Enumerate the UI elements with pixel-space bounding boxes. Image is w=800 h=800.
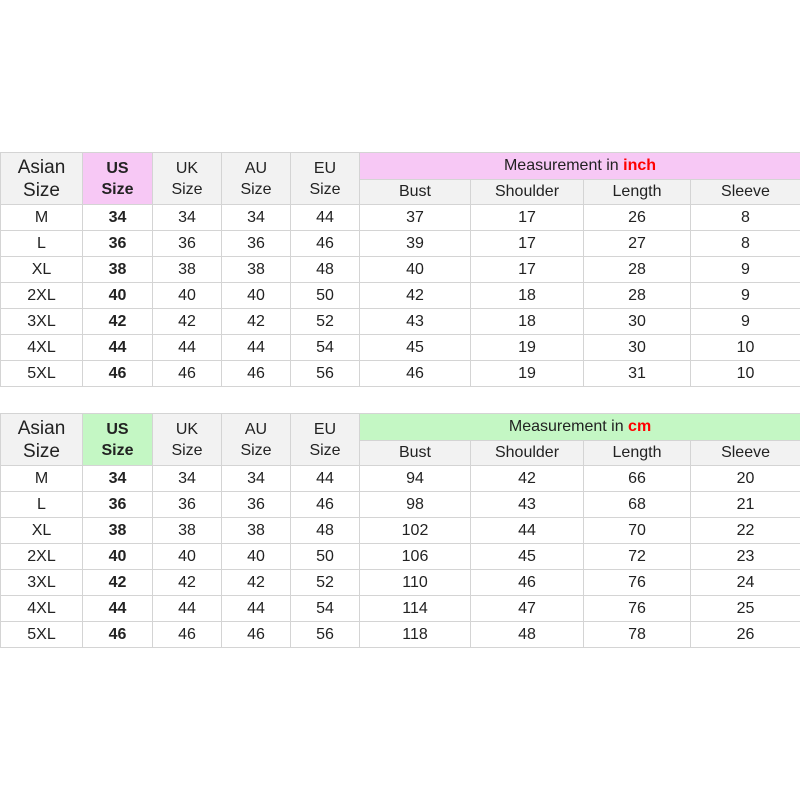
eu-size-cell: 50 [291, 283, 360, 309]
length-cell: 27 [584, 231, 691, 257]
uk-size-header: UK Size [153, 414, 222, 466]
length-cell: 72 [584, 544, 691, 570]
shoulder-cell: 47 [471, 596, 584, 622]
eu-size-cell: 46 [291, 492, 360, 518]
measurement-unit: inch [623, 157, 657, 174]
length-cell: 31 [584, 361, 691, 387]
eu-size-cell: 50 [291, 544, 360, 570]
eu-size-cell: 48 [291, 257, 360, 283]
sleeve-cell: 8 [691, 205, 800, 231]
shoulder-cell: 17 [471, 257, 584, 283]
shoulder-cell: 43 [471, 492, 584, 518]
au-size-cell: 42 [222, 570, 291, 596]
sleeve-cell: 21 [691, 492, 800, 518]
length-cell: 28 [584, 257, 691, 283]
sleeve-cell: 24 [691, 570, 800, 596]
length-header: Length [584, 441, 691, 466]
table-row [1, 466, 800, 492]
bust-header: Bust [360, 441, 471, 466]
sleeve-cell: 26 [691, 622, 800, 648]
uk-size-cell: 44 [153, 596, 222, 622]
length-cell: 30 [584, 309, 691, 335]
sleeve-header: Sleeve [691, 441, 800, 466]
au-size-cell: 38 [222, 257, 291, 283]
us-size-cell: 44 [83, 596, 153, 622]
bust-cell: 43 [360, 309, 471, 335]
asian-size-cell: 3XL [1, 309, 83, 335]
bust-cell: 94 [360, 466, 471, 492]
bust-cell: 110 [360, 570, 471, 596]
shoulder-cell: 48 [471, 622, 584, 648]
uk-size-cell: 38 [153, 257, 222, 283]
table-row [1, 518, 800, 544]
us-size-cell: 44 [83, 335, 153, 361]
asian-size-cell: 4XL [1, 596, 83, 622]
size-chart-inch [0, 152, 800, 387]
asian-size-cell: M [1, 205, 83, 231]
sleeve-cell: 8 [691, 231, 800, 257]
sleeve-cell: 9 [691, 309, 800, 335]
bust-cell: 98 [360, 492, 471, 518]
asian-size-cell: 2XL [1, 544, 83, 570]
sleeve-cell: 22 [691, 518, 800, 544]
shoulder-cell: 18 [471, 283, 584, 309]
us-size-header: US Size [83, 153, 153, 205]
table-row [1, 231, 800, 257]
us-size-cell: 34 [83, 205, 153, 231]
length-cell: 28 [584, 283, 691, 309]
eu-size-cell: 46 [291, 231, 360, 257]
size-rows [1, 466, 800, 648]
uk-size-cell: 36 [153, 231, 222, 257]
uk-size-cell: 38 [153, 518, 222, 544]
asian-size-header: Asian Size [1, 153, 83, 205]
bust-cell: 102 [360, 518, 471, 544]
bust-cell: 40 [360, 257, 471, 283]
eu-size-cell: 48 [291, 518, 360, 544]
uk-size-cell: 40 [153, 283, 222, 309]
size-rows [1, 205, 800, 387]
sleeve-cell: 9 [691, 257, 800, 283]
sleeve-cell: 25 [691, 596, 800, 622]
uk-size-cell: 46 [153, 361, 222, 387]
table-row [1, 257, 800, 283]
asian-size-cell: XL [1, 257, 83, 283]
us-size-cell: 36 [83, 231, 153, 257]
au-size-cell: 36 [222, 492, 291, 518]
sleeve-cell: 9 [691, 283, 800, 309]
shoulder-header: Shoulder [471, 441, 584, 466]
table-row [1, 622, 800, 648]
bust-header: Bust [360, 180, 471, 205]
us-size-cell: 38 [83, 257, 153, 283]
measurement-title: Measurement in cm [360, 414, 800, 441]
shoulder-cell: 46 [471, 570, 584, 596]
length-cell: 76 [584, 596, 691, 622]
measurement-title: Measurement in inch [360, 153, 800, 180]
au-size-cell: 38 [222, 518, 291, 544]
uk-size-cell: 46 [153, 622, 222, 648]
us-size-cell: 46 [83, 361, 153, 387]
table-row [1, 570, 800, 596]
shoulder-cell: 19 [471, 335, 584, 361]
shoulder-cell: 42 [471, 466, 584, 492]
asian-size-cell: M [1, 466, 83, 492]
length-cell: 66 [584, 466, 691, 492]
asian-size-header: Asian Size [1, 414, 83, 466]
length-cell: 30 [584, 335, 691, 361]
us-size-cell: 34 [83, 466, 153, 492]
shoulder-cell: 17 [471, 231, 584, 257]
length-cell: 68 [584, 492, 691, 518]
us-size-cell: 42 [83, 570, 153, 596]
bust-cell: 118 [360, 622, 471, 648]
length-header: Length [584, 180, 691, 205]
eu-size-cell: 56 [291, 622, 360, 648]
us-size-cell: 46 [83, 622, 153, 648]
table-row [1, 205, 800, 231]
us-size-cell: 42 [83, 309, 153, 335]
bust-cell: 106 [360, 544, 471, 570]
bust-cell: 37 [360, 205, 471, 231]
au-size-cell: 34 [222, 466, 291, 492]
au-size-header: AU Size [222, 414, 291, 466]
au-size-cell: 46 [222, 622, 291, 648]
shoulder-cell: 19 [471, 361, 584, 387]
eu-size-cell: 44 [291, 466, 360, 492]
shoulder-cell: 45 [471, 544, 584, 570]
au-size-cell: 46 [222, 361, 291, 387]
sleeve-cell: 10 [691, 335, 800, 361]
length-cell: 78 [584, 622, 691, 648]
sleeve-cell: 20 [691, 466, 800, 492]
uk-size-cell: 36 [153, 492, 222, 518]
shoulder-cell: 18 [471, 309, 584, 335]
length-cell: 76 [584, 570, 691, 596]
table-row [1, 361, 800, 387]
asian-size-cell: 5XL [1, 361, 83, 387]
uk-size-cell: 34 [153, 205, 222, 231]
au-size-cell: 36 [222, 231, 291, 257]
bust-cell: 46 [360, 361, 471, 387]
eu-size-cell: 44 [291, 205, 360, 231]
eu-size-cell: 52 [291, 570, 360, 596]
asian-size-cell: 2XL [1, 283, 83, 309]
shoulder-cell: 44 [471, 518, 584, 544]
sleeve-cell: 23 [691, 544, 800, 570]
us-size-header: US Size [83, 414, 153, 466]
us-size-cell: 36 [83, 492, 153, 518]
table-row [1, 335, 800, 361]
uk-size-cell: 42 [153, 309, 222, 335]
sleeve-cell: 10 [691, 361, 800, 387]
asian-size-cell: 5XL [1, 622, 83, 648]
size-chart-cm [0, 413, 800, 648]
au-size-cell: 42 [222, 309, 291, 335]
asian-size-cell: XL [1, 518, 83, 544]
au-size-header: AU Size [222, 153, 291, 205]
table-row [1, 309, 800, 335]
uk-size-cell: 34 [153, 466, 222, 492]
length-cell: 70 [584, 518, 691, 544]
bust-cell: 114 [360, 596, 471, 622]
table-row [1, 283, 800, 309]
uk-size-cell: 40 [153, 544, 222, 570]
au-size-cell: 40 [222, 544, 291, 570]
au-size-cell: 44 [222, 596, 291, 622]
sleeve-header: Sleeve [691, 180, 800, 205]
eu-size-header: EU Size [291, 153, 360, 205]
us-size-cell: 38 [83, 518, 153, 544]
asian-size-cell: L [1, 231, 83, 257]
bust-cell: 42 [360, 283, 471, 309]
eu-size-cell: 54 [291, 596, 360, 622]
au-size-cell: 34 [222, 205, 291, 231]
eu-size-cell: 54 [291, 335, 360, 361]
asian-size-cell: L [1, 492, 83, 518]
uk-size-cell: 44 [153, 335, 222, 361]
eu-size-cell: 52 [291, 309, 360, 335]
asian-size-cell: 3XL [1, 570, 83, 596]
table-row [1, 544, 800, 570]
us-size-cell: 40 [83, 544, 153, 570]
us-size-cell: 40 [83, 283, 153, 309]
length-cell: 26 [584, 205, 691, 231]
eu-size-header: EU Size [291, 414, 360, 466]
au-size-cell: 40 [222, 283, 291, 309]
table-row [1, 492, 800, 518]
bust-cell: 45 [360, 335, 471, 361]
bust-cell: 39 [360, 231, 471, 257]
uk-size-header: UK Size [153, 153, 222, 205]
shoulder-cell: 17 [471, 205, 584, 231]
au-size-cell: 44 [222, 335, 291, 361]
asian-size-cell: 4XL [1, 335, 83, 361]
measurement-unit: cm [628, 418, 652, 435]
eu-size-cell: 56 [291, 361, 360, 387]
shoulder-header: Shoulder [471, 180, 584, 205]
uk-size-cell: 42 [153, 570, 222, 596]
table-row [1, 596, 800, 622]
